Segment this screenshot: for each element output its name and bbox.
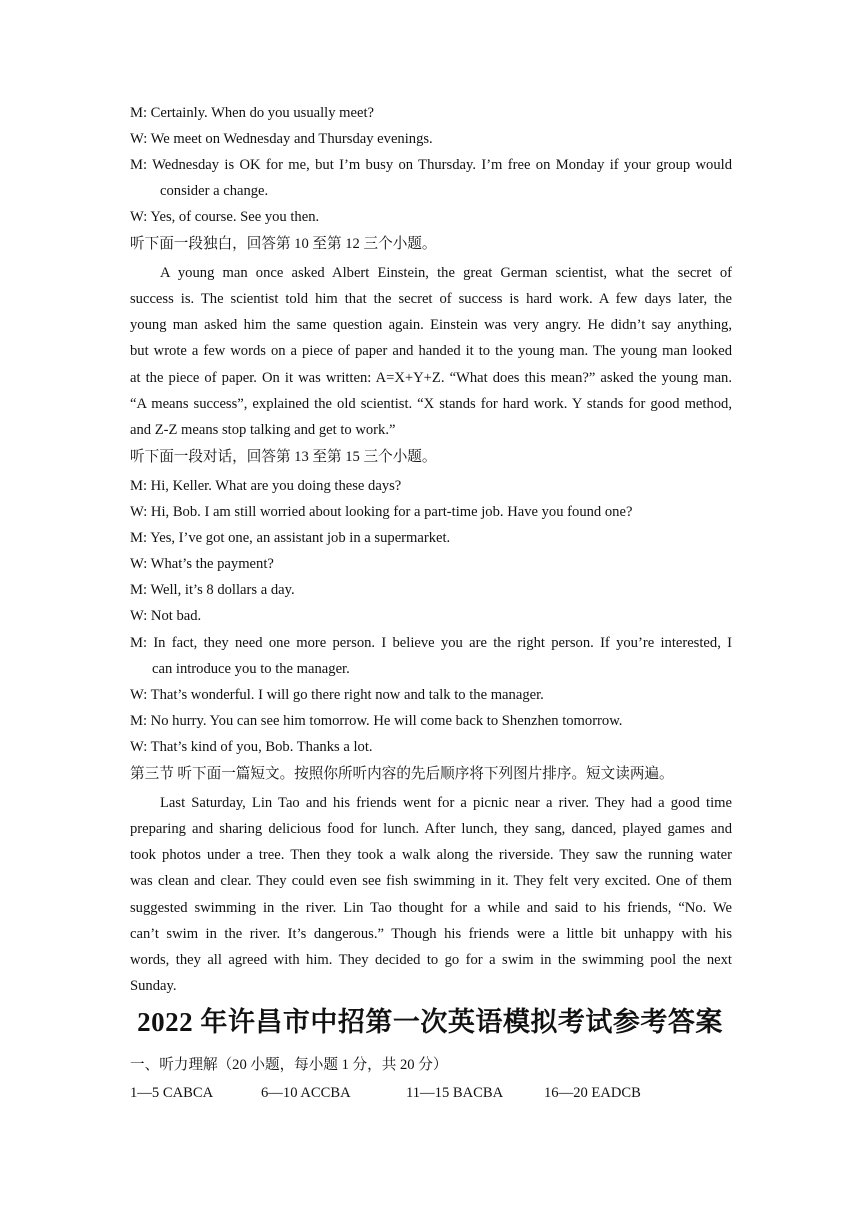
section-instruction: 第三节 听下面一篇短文。按照你所听内容的先后顺序将下列图片排序。短文读两遍。 [130,766,674,782]
passage-line: words, they all agreed with him. They decided to go for a swim in the swimming pool the next [130,952,732,968]
answer-key-title: 2022 年许昌市中招第一次英语模拟考试参考答案 [137,1007,723,1037]
passage-line: young man asked him the same question again. Einstein was very angry. He didn’t say anything, [130,317,732,333]
dialogue-line: W: Hi, Bob. I am still worried about looking for a part-time job. Have you found one? [130,504,633,520]
dialogue-line: W: That’s wonderful. I will go there right now and talk to the manager. [130,687,544,703]
passage-line: success is. The scientist told him that the secret of success is hard work. A few days later, the [130,291,732,307]
dialogue-line: M: Certainly. When do you usually meet? [130,105,374,121]
passage-line: was clean and clear. They could even see fish swimming in it. They felt very excited. One of them [130,873,732,889]
dialogue-line: M: Yes, I’ve got one, an assistant job in a supermarket. [130,530,451,546]
passage-line: at the piece of paper. On it was written: A=X+Y+Z. “What does this mean?” asked the young man. [130,370,732,386]
dialogue-line: consider a change. [160,183,269,199]
passage-line: Sunday. [130,978,177,994]
dialogue-line: W: We meet on Wednesday and Thursday evenings. [130,131,433,147]
section-instruction: 听下面一段对话，回答第 13 至第 15 三个小题。 [130,449,437,465]
dialogue-line: M: Well, it’s 8 dollars a day. [130,582,295,598]
answer-group: 16—20 EADCB [544,1085,641,1101]
passage-line: Last Saturday, Lin Tao and his friends went for a picnic near a river. They had a good time [160,795,732,811]
passage-line: A young man once asked Albert Einstein, the great German scientist, what the secret of [160,265,732,281]
dialogue-line: W: Yes, of course. See you then. [130,209,320,225]
passage-line: took photos under a tree. Then they took a walk along the riverside. They saw the running water [130,847,732,863]
section-instruction: 听下面一段独白，回答第 10 至第 12 三个小题。 [130,236,437,252]
answer-group: 6—10 ACCBA [261,1085,351,1101]
passage-line: preparing and sharing delicious food for lunch. After lunch, they sang, danced, played games and [130,821,732,837]
answer-group: 1—5 CABCA [130,1085,214,1101]
passage-line: “A means success”, explained the old scientist. “X stands for hard work. Y stands for good method, [130,396,732,412]
answer-section-heading: 一、听力理解（20 小题，每小题 1 分，共 20 分） [130,1057,448,1073]
dialogue-line: W: That’s kind of you, Bob. Thanks a lot. [130,739,373,755]
dialogue-line: M: Hi, Keller. What are you doing these days? [130,478,402,494]
passage-line: can’t swim in the river. It’s dangerous.” Though his friends were a little bit unhappy with his [130,926,732,942]
dialogue-line: W: Not bad. [130,608,202,624]
dialogue-line: can introduce you to the manager. [152,661,350,677]
dialogue-line: M: In fact, they need one more person. I believe you are the right person. If you’re interested, I [130,635,732,651]
answer-group: 11—15 BACBA [406,1085,504,1101]
passage-line: suggested swimming in the river. Lin Tao thought for a while and said to his friends, “No. We [130,900,732,916]
dialogue-line: W: What’s the payment? [130,556,274,572]
dialogue-line: M: No hurry. You can see him tomorrow. He will come back to Shenzhen tomorrow. [130,713,623,729]
passage-line: but wrote a few words on a piece of paper and handed it to the young man. The young man looked [130,343,732,359]
dialogue-line: M: Wednesday is OK for me, but I’m busy on Thursday. I’m free on Monday if your group would [130,157,732,173]
passage-line: and Z-Z means stop talking and get to work.” [130,422,396,438]
